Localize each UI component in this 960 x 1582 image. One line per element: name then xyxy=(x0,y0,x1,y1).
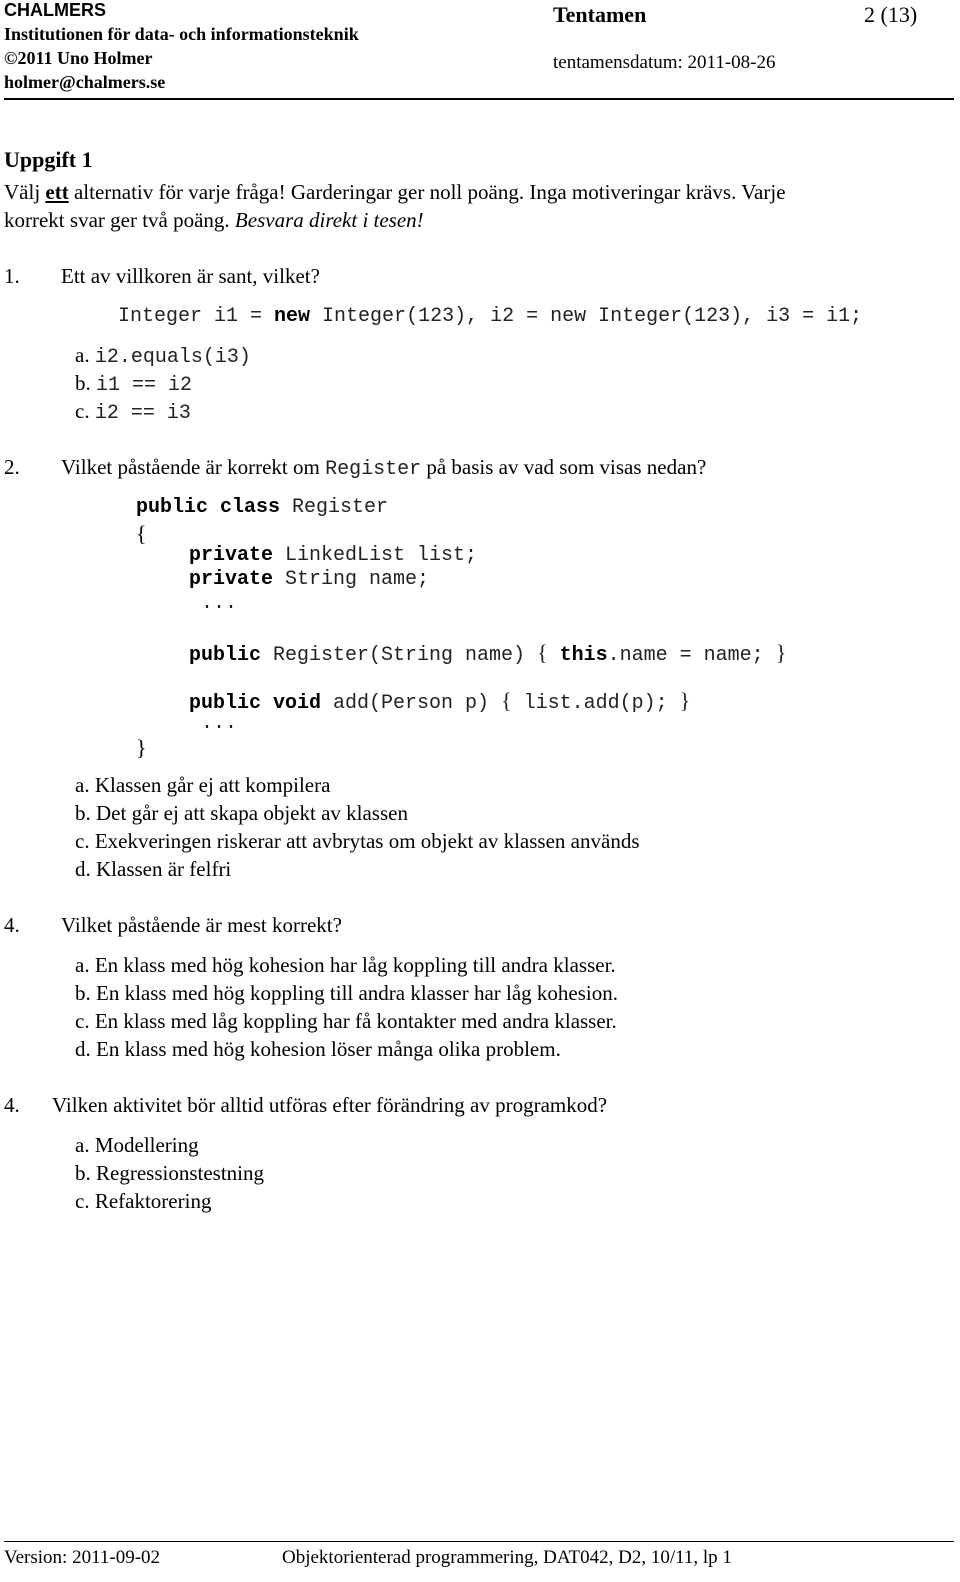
author-email: holmer@chalmers.se xyxy=(4,72,166,92)
emphasis-ett: ett xyxy=(45,180,69,204)
q4-option-a: a. Modellering xyxy=(75,1133,199,1157)
q2-code-dots1: ... xyxy=(201,592,238,615)
task-heading: Uppgift 1 xyxy=(4,147,93,172)
q2-code-line1: public class Register xyxy=(136,496,389,519)
q2-code-line4: public Register(String name) { this.name = name; } xyxy=(189,640,787,667)
q2-option-c: c. Exekveringen riskerar att avbrytas om objekt av klassen används xyxy=(75,829,640,853)
q2-option-d: d. Klassen är felfri xyxy=(75,857,232,881)
q2-code-line3: private String name; xyxy=(189,568,430,591)
q3-text: Vilket påstående är mest korrekt? xyxy=(61,913,342,937)
q1-option-c: c. i2 == i3 xyxy=(75,399,191,425)
header-rule xyxy=(4,98,954,100)
q2-code-line2: private LinkedList list; xyxy=(189,544,478,567)
q2-code-open-brace: { xyxy=(136,521,147,546)
q2-number: 2. xyxy=(4,455,20,479)
department: Institutionen för data- och informationsteknik xyxy=(4,24,359,44)
q4-number: 4. xyxy=(4,1093,20,1117)
q3-number: 4. xyxy=(4,913,20,937)
q3-option-b: b. En klass med hög koppling till andra klasser har låg kohesion. xyxy=(75,981,618,1005)
q4-option-c: c. Refaktorering xyxy=(75,1189,212,1213)
q4-option-b: b. Regressionstestning xyxy=(75,1161,264,1185)
q3-option-a: a. En klass med hög kohesion har låg koppling till andra klasser. xyxy=(75,953,616,977)
footer-course: Objektorienterad programmering, DAT042, D2, 10/11, lp 1 xyxy=(282,1547,732,1568)
q1-option-b: b. i1 == i2 xyxy=(75,371,193,397)
page-number: 2 (13) xyxy=(864,2,918,27)
q2-code-dots2: ... xyxy=(201,712,238,735)
footer-rule xyxy=(4,1541,954,1542)
footer-version: Version: 2011-09-02 xyxy=(4,1547,161,1568)
task-intro-line1: Välj ett alternativ för varje fråga! Garderingar ger noll poäng. Inga motiveringar krävs. Varje xyxy=(4,180,786,204)
q2-code-close-brace: } xyxy=(136,735,147,760)
q2-option-a: a. Klassen går ej att kompilera xyxy=(75,773,331,797)
q2-text: Vilket påstående är korrekt om Register på basis av vad som visas nedan? xyxy=(61,455,707,481)
q1-text: Ett av villkoren är sant, vilket? xyxy=(61,264,320,288)
exam-date: tentamensdatum: 2011-08-26 xyxy=(553,52,776,73)
q1-code: Integer i1 = new Integer(123), i2 = new Integer(123), i3 = i1; xyxy=(118,305,863,328)
q1-number: 1. xyxy=(4,264,20,288)
q3-option-c: c. En klass med låg koppling har få kontakter med andra klasser. xyxy=(75,1009,617,1033)
org-name: CHALMERS xyxy=(4,0,106,20)
instruction-italic: Besvara direkt i tesen! xyxy=(234,208,424,232)
q4-text: Vilken aktivitet bör alltid utföras efter förändring av programkod? xyxy=(52,1093,608,1117)
q2-option-b: b. Det går ej att skapa objekt av klassen xyxy=(75,801,408,825)
task-intro-line2: korrekt svar ger två poäng. Besvara direkt i tesen! xyxy=(4,208,424,232)
doc-title: Tentamen xyxy=(553,2,647,27)
q2-code-line5: public void add(Person p) { list.add(p); } xyxy=(189,688,691,715)
copyright: ©2011 Uno Holmer xyxy=(4,48,153,68)
q3-option-d: d. En klass med hög kohesion löser många olika problem. xyxy=(75,1037,561,1061)
q1-option-a: a. i2.equals(i3) xyxy=(75,343,251,369)
